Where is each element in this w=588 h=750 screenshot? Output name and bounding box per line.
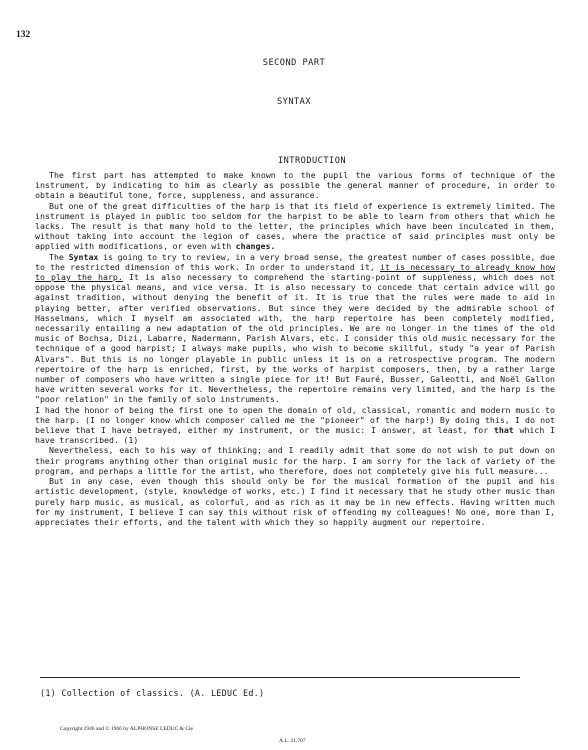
footnote-rule	[40, 677, 520, 678]
paragraph-2-text: But one of the great difficulties of the harp is that its field of experience is extremely limited. The instrument is played in public too seldom for the harpist to be able to learn from others that which he lacks. The result is that many hold to the letter, the principles which have been inculcated in them, without taking into account the legion of cases, where the practice of said principles must only be applied with modifications, or even with	[35, 200, 555, 252]
page-number: 132	[16, 30, 31, 40]
paragraph-4-rest: which I have transcribed. (1)	[35, 425, 556, 446]
section-heading: SYNTAX	[276, 97, 312, 107]
paragraph-4-text: I had the honor of being the first one to open the domain of old, classical, romantic and modern music to the harp. (I no longer know which composer called me the "pioneer" of the harp!) By doing this, I do not believe that I have betrayed, either my instrument, or the music: I answer, at least, for	[35, 404, 555, 436]
underlined-phrase: it is necessary to already know how to play the harp.	[35, 261, 555, 283]
body-text	[35, 170, 555, 527]
emphasis-changes: changes.	[235, 241, 276, 252]
emphasis-that: that	[493, 425, 514, 436]
paragraph-2	[35, 201, 555, 252]
catalog-number: A.L. 21.707	[279, 738, 306, 744]
paragraph-3-rest: It is also necessary to comprehend the starting-point of suppleness, which does not oppose the physical means, and vice versa. It is also necessary to concede that certain advice will go against tradition, without denying the benefit of it. It is true that the rules were made to aid in playing better, after verified observations. But since they were decided by the admirable school of Hasselmans, which I myself am associated with, the harp repertoire has been completely modified, necessarily entailing a new adaptation of the old principles. We are no longer in the times of the old music of Bochsa, Dizi, Labarre, Nadermann, Parish Alvars, etc. I consider this old music necessary for the technique of a good harpist; I always make pupils, who wish to become skillful, study "a year of Parish Alvars". But this is no longer playable in public unless it is on a retrospective program. The modern repertoire of the harp is enriched, first, by the works of harpist composers, then, by a rather large number of composers who have written a single piece for it! But Fauré, Busser, Galeotti, and Noël Gallon have written several works for it. Nevertheless, the repertoire remains very limited, and the harp is the "poor relation" in the family of solo instruments.	[35, 272, 555, 405]
paragraph-3	[35, 252, 555, 405]
paragraph-6: But in any case, even though this should only be for the musical formation of the pupil and his artistic development, (style, knowledge of works, etc.) I find it necessary that he study other music than purely harp music, as musical, as colorful, and as rich as it may be in new effects. Having written much for my instrument, I believe I can say this without risk of offending my colleagues! No one, more than I, appreciates their efforts, and the talent with which they so happily augment our repertoire.	[35, 476, 555, 527]
paragraph-5: Nevertheless, each to his way of thinking; and I readily admit that some do not wish to put down on their programs anything other than original music for the harp. I am sorry for the lack of variety of the program, and perhaps a little for the artist, who therefore, does not completely give his full measure...	[35, 445, 555, 476]
paragraph-4	[35, 405, 555, 446]
copyright-notice: Copyright 1946 and © 1966 by ALPHONSE LEDUC & Cie	[60, 726, 193, 732]
emphasis-syntax: Syntax	[68, 251, 99, 262]
part-heading: SECOND PART	[262, 58, 326, 68]
paragraph-3-lead: The	[49, 251, 64, 262]
paragraph-1: The first part has attempted to make known to the pupil the various forms of technique of the instrument, by indicating to him as clearly as possible the general manner of procedure, in order to obtain a beautiful tone, force, suppleness, and assurance.	[35, 170, 555, 201]
paragraph-3-text: is going to try to review, in a very broad sense, the greatest number of cases possible, due to the restricted dimension of this work. In order to understand it,	[35, 251, 555, 272]
footnote: (1) Collection of classics. (A. LEDUC Ed.)	[40, 688, 265, 698]
chapter-heading: INTRODUCTION	[277, 156, 347, 166]
